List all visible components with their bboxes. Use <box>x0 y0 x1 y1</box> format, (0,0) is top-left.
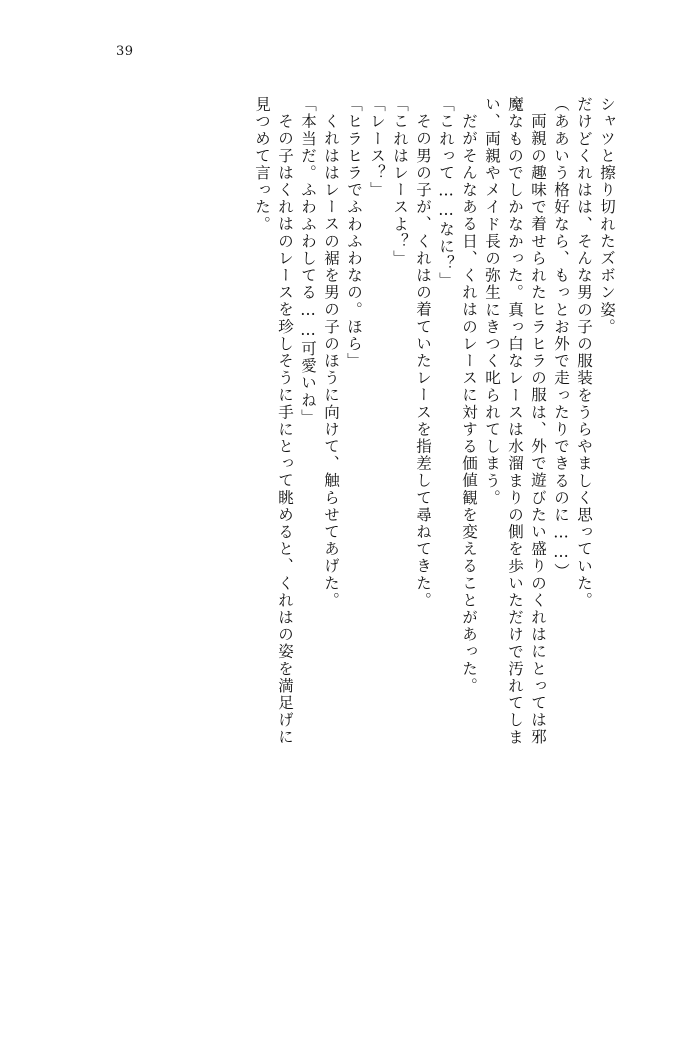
text-column: くれははレースの裾を男の子のほうに向けて、触らせてあげた。 <box>322 113 340 609</box>
text-column: 「本当だ。ふわふわしてる……可愛いね」 <box>299 96 317 426</box>
text-column: 「レース？」 <box>368 96 386 199</box>
text-column: だがそんなある日、くれはのレースに対する価値観を変えることがあった。 <box>460 113 478 695</box>
text-column: 「これはレースよ？」 <box>391 96 409 267</box>
text-column: （ああいう格好なら、もっとお外で走ったりできるのに……） <box>552 96 570 580</box>
text-column: 見つめて言った。 <box>253 96 271 233</box>
text-column: シャツと擦り切れたズボン姿。 <box>598 96 616 336</box>
text-column: 両親の趣味で着せられたヒラヒラの服は、外で遊びたい盛りのくれはにとっては邪 <box>529 113 547 746</box>
text-column: 「ヒラヒラでふわふわなの。ほら」 <box>345 96 363 370</box>
text-column: い、両親やメイド長の弥生にきつく叱られてしまう。 <box>483 96 501 507</box>
page-number: 39 <box>116 44 134 59</box>
text-column: だけどくれはは、そんな男の子の服装をうらやましく思っていた。 <box>575 96 593 609</box>
text-column: その男の子が、くれはの着ていたレースを指差して尋ねてきた。 <box>414 113 432 609</box>
vertical-text-body <box>84 96 614 976</box>
text-column: 魔なものでしかなかった。真っ白なレースは水溜まりの側を歩いただけで汚れてしま <box>506 96 524 746</box>
text-column: その子はくれはのレースを珍しそうに手にとって眺めると、くれはの姿を満足げに <box>276 113 294 746</box>
text-column: 「これって……なに？」 <box>437 96 455 290</box>
